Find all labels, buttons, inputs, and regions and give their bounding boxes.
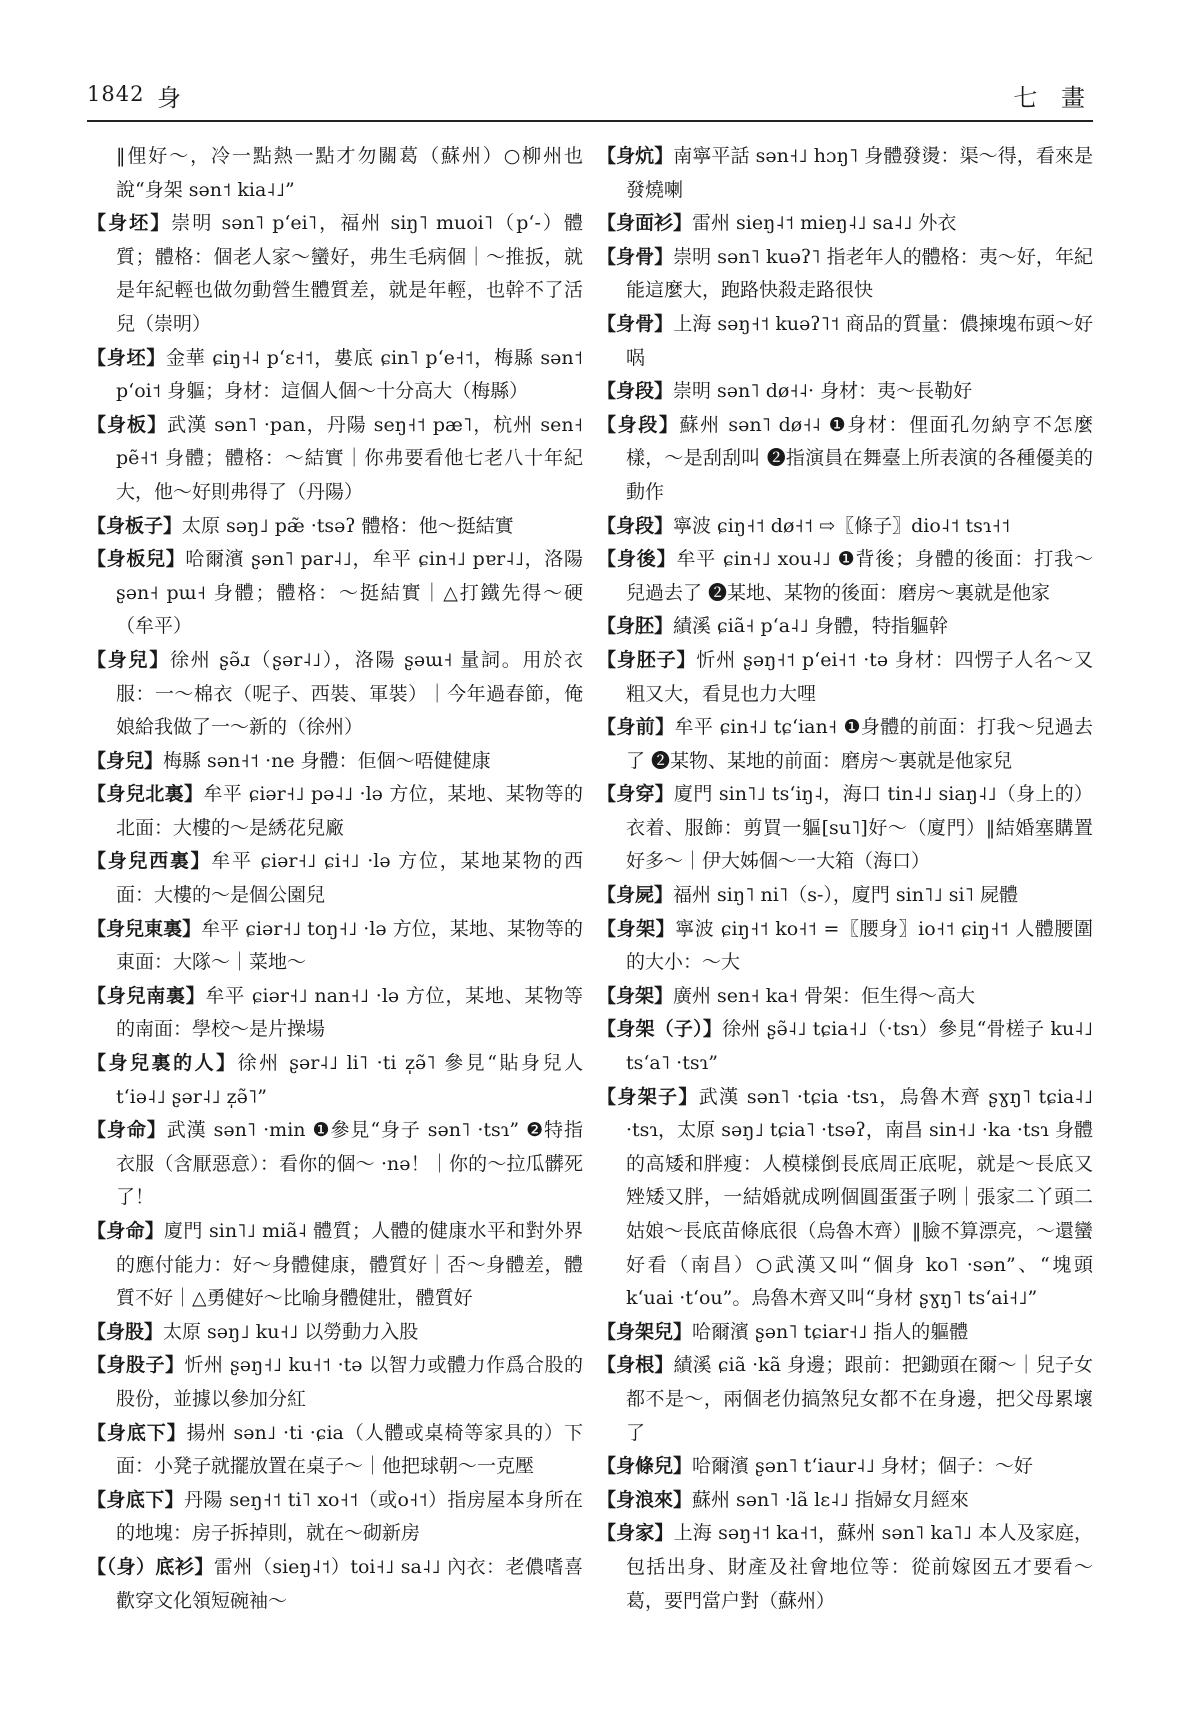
dictionary-entry [87,1484,583,1551]
entry-definition: 武漢 sən˥ ·tɕia ·tsɿ，烏魯木齊 ʂɣŋ˥ tɕia˨˩ ·tsɿ，太原 səŋ˩ tɕia˥ ·tsəʔ，南昌 sin˧˩ ·ka ·tsɿ 身體的高矮和胖瘦：人模樣倒長底周正底呢，就是～長底又矬矮又胖，一結婚就成咧個圓蛋蛋子咧｜張家二丫頭二姑娘～長底苗條底很（烏魯木齊）‖臉不算漂亮，～還蠻好看（南昌）○武漢又叫“個身 ko˥ ·sən”、“塊頭 kʻuai ·tʻou”。烏魯木齊又叫“身材 ʂɣŋ˥ tsʻai˧˩” [626,1085,1093,1310]
entry-headword: 【身兒北裏】 [87,783,204,806]
entry-definition: 武漢 sən˥ ·pan，丹陽 seŋ˧˦ pæ˥，杭州 sen˧ pẽ˧˦ 身體；體格：～結實｜你弗要看他七老八十年紀大，他～好則弗得了（丹陽） [116,413,583,503]
entry-headword: 【身段】 [597,380,674,403]
entry-definition: 蘇州 sən˥ ·lã lɛ˨˩ 指婦女月經來 [692,1488,969,1511]
entry-headword: 【身穿】 [597,783,675,806]
entry-headword: 【（身）底衫】 [87,1555,214,1578]
entry-definition: 忻州 ʂəŋ˧˩ ku˧˦ ·tə 以智力或體力作爲合股的股份，並據以參加分紅 [116,1354,583,1410]
entry-definition: 寧波 ɕiŋ˧˦ ko˧˦ =〖腰身〗io˧˦ ɕiŋ˧˦ 人體腰圍的大小：～大 [626,917,1093,974]
entry-headword: 【身胚子】 [597,648,697,671]
entry-headword: 【身後】 [597,548,677,571]
dictionary-entry [597,409,1093,510]
entry-definition: 南寧平話 sən˧˩ hɔŋ˥ 身體發燙：渠～得，看來是發燒喇 [626,145,1093,201]
entry-headword: 【身兒西裏】 [87,850,212,873]
entry-definition: 廈門 sin˥˩ miã˨ 體質；人體的健康水平和對外界的應付能力：好～身體健康，體質好｜否～身體差，體質不好｜△勇健好～比喻身體健壯，體質好 [116,1220,583,1310]
entry-headword: 【身面衫】 [597,212,693,235]
dictionary-entry [597,879,1093,913]
dictionary-entry [597,308,1093,375]
entry-definition: 丹陽 seŋ˧˦ ti˥ xo˧˦（或o˧˦）指房屋本身所在的地塊：房子拆掉則，就在～砌新房 [116,1488,583,1545]
entry-definition: 寧波 ɕiŋ˧˦ dø˧˦ ⇨〖條子〗dio˨˦ tsɿ˧˦ [673,514,1011,537]
entry-headword: 【身架兒】 [597,1320,693,1343]
dictionary-entry [87,342,583,409]
entry-definition: 雷州（sieŋ˨˦）toi˧˩ sa˨˩ 內衣：老儂嗜喜歡穿文化領短碗袖～ [116,1555,583,1612]
entry-definition: 上海 səŋ˧˦ kuəʔ˥˦ 商品的質量：儂揀塊布頭～好㖞 [626,312,1093,369]
dictionary-entry [87,543,583,644]
page-header [87,78,1093,118]
dictionary-entry [87,1215,583,1316]
entry-headword: 【身架（子）】 [597,1018,723,1041]
entry-definition: 太原 səŋ˩ pæ̃ ·tsəʔ 體格：他～挺結實 [182,514,514,537]
dictionary-entry [87,778,583,845]
dictionary-entry [597,1013,1093,1080]
dictionary-entry [597,1484,1093,1518]
dictionary-entry [87,409,583,510]
dictionary-entry [87,845,583,912]
stroke-section-label: 七 畫 [1013,84,1093,112]
entry-definition: 金華 ɕiŋ˧˨ pʻɛ˧˦，婁底 ɕin˥ pʻe˧˦，梅縣 sən˦ pʻoi˦ 身軀；身材：這個人個～十分高大（梅縣） [116,346,583,403]
dictionary-entry [597,1316,1093,1350]
entry-definition: 上海 səŋ˧˦ ka˧˦，蘇州 sən˥ ka˥˩ 本人及家庭，包括出身、財產及社會地位等：從前嫁囡五才要看～葛，要門當户對（蘇州） [626,1522,1093,1612]
entry-definition: 雷州 sieŋ˨˦ mieŋ˨˩ sa˨˩ 外衣 [692,212,957,235]
dictionary-entry [87,980,583,1047]
dictionary-entry [87,1047,583,1114]
dictionary-entry [597,543,1093,610]
entry-headword: 【身兒】 [87,749,164,772]
dictionary-entry [597,207,1093,241]
entry-headword: 【身板子】 [87,514,183,537]
entry-headword: 【身底下】 [87,1421,187,1444]
entry-definition: 牟平 ɕin˧˩ tɕʻian˧ ❶身體的前面：打我～兒過去了 ❷某物、某地的前面：磨房～裏就是他家兒 [626,716,1093,772]
entry-headword: 【身前】 [597,716,675,739]
dictionary-entry [597,140,1093,207]
entry-definition: 牟平 ɕiər˧˩ toŋ˧˩ ·lə 方位，某地、某物等的東面：大隊～｜菜地～ [116,917,583,974]
entry-headword: 【身兒裏的人】 [87,1052,238,1075]
dictionary-entry [87,510,583,544]
entry-headword: 【身兒東裏】 [87,917,202,940]
dictionary-entry [87,1114,583,1215]
dictionary-entry [597,241,1093,308]
entry-definition: 忻州 ʂəŋ˧˦ pʻei˧˦ ·tə 身材：四愣子人名～又粗又大，看見也力大哩 [626,648,1093,705]
dictionary-entry [87,644,583,745]
entry-definition: 崇明 sən˥ kuəʔ˥ 指老年人的體格：夷～好，年紀能這麼大，跑路快殺走路很快 [626,245,1093,302]
entry-definition: 太原 səŋ˩ ku˧˩ 以勞動力入股 [163,1320,419,1343]
dictionary-entry [597,1081,1093,1316]
dictionary-entry [597,711,1093,778]
dictionary-entry [597,644,1093,711]
dictionary-entry [597,778,1093,879]
entry-headword: 【身炕】 [597,145,674,167]
entry-definition: 武漢 sən˥ ·min ❶參見“身子 sən˥ ·tsɿ” ❷特指衣服（含厭惡意）：看你的個～ ·nə！｜你的～拉瓜髒死了！ [116,1119,583,1209]
entry-definition: 徐州 ʂə̃ɹ（ʂər˨˩），洛陽 ʂəɯ˧ 量詞。用於衣服：一～棉衣（呢子、西裝、軍裝）｜今年過春節，俺娘給我做了一～新的（徐州） [116,648,583,739]
dictionary-entry [597,375,1093,409]
dictionary-entry [87,140,583,207]
entry-definition: 哈爾濱 ʂən˥ par˨˩，牟平 ɕin˧˩ pɐr˨˩，洛陽 ʂən˧ pɯ˧ 身體；體格：～挺結實｜△打鐵先得～硬（牟平） [116,548,583,638]
entry-headword: 【身架】 [597,917,676,940]
entry-definition: 哈爾濱 ʂən˥ tɕiar˧˩ 指人的軀體 [692,1320,969,1343]
entry-headword: 【身命】 [87,1119,167,1142]
entry-definition: 梅縣 sən˧˦ ·ne 身體：佢個～唔健健康 [163,749,491,772]
entry-headword: 【身架子】 [597,1085,699,1108]
entry-headword: 【身股】 [87,1320,164,1343]
dictionary-entry [597,1450,1093,1484]
entry-headword: 【身股子】 [87,1354,185,1377]
dictionary-entry [87,913,583,980]
entry-headword: 【身胚】 [597,615,674,638]
entry-definition: 牟平 ɕiər˧˩ nan˧˩ ·lə 方位，某地、某物等的南面：學校～是片操場 [116,984,583,1041]
entry-headword: 【身兒南裏】 [87,984,206,1007]
dictionary-entry [87,1316,583,1350]
entry-headword: 【身骨】 [597,312,674,335]
entry-headword: 【身骨】 [597,245,674,268]
entry-definition: ‖俚好～，冷一點熱一點才勿關葛（蘇州）○柳州也說“身架 sən˦ kia˨˩” [116,145,583,201]
dictionary-entry [597,610,1093,644]
left-column [87,140,583,1618]
entry-definition: 福州 siŋ˥ ni˥（s-），廈門 sin˥˩ si˥ 屍體 [673,884,1019,907]
entry-headword: 【身底下】 [87,1488,185,1511]
entry-definition: 哈爾濱 ʂən˥ tʻiaur˨˩ 身材；個子：～好 [692,1455,1033,1478]
entry-definition: 績溪 ɕiã ·kã 身邊；跟前：把鋤頭在爾～｜兒子女都不是～，兩個老仂搞煞兒女都不在身邊，把父母累壞了 [626,1354,1093,1444]
entry-headword: 【身兒】 [87,648,170,671]
entry-headword: 【身架】 [597,984,674,1007]
entry-headword: 【身板】 [87,413,168,436]
entry-definition: 牟平 ɕin˧˩ xou˨˩ ❶背後；身體的後面：打我～兒過去了 ❷某地、某物的後面：磨房～裏就是他家 [626,548,1093,604]
entry-definition: 徐州 ʂə̃˨˩ tɕia˧˩（·tsɿ）參見“骨槎子 ku˨˩ tsʻa˥ ·tsɿ” [626,1018,1093,1075]
entry-definition: 廣州 sen˧ ka˧ 骨架：佢生得～高大 [673,984,975,1007]
entry-headword: 【身家】 [597,1522,674,1545]
entry-headword: 【身屍】 [597,884,674,907]
entry-definition: 廈門 sin˥˩ tsʻiŋ˨，海口 tin˨˩ siaŋ˨˩（身上的）衣着、服飾：剪買一軀[su˥]好～（廈門）‖結婚塞購置好多～｜伊大姊個～一大箱（海口） [626,783,1093,873]
entry-headword: 【身命】 [87,1220,165,1242]
entry-definition: 揚州 sən˩ ·ti ·ɕia（人體或桌椅等家具的）下面：小凳子就擺放置在桌子～｜他把球朝～一克壓 [116,1421,583,1478]
running-head-character: 身 [157,84,181,112]
entry-definition: 崇明 sən˥ pʻei˥，福州 siŋ˥ muoi˥（pʻ-）體質；體格：個老人家～蠻好，弗生毛病個｜～推扳，就是年紀輕也做勿動營生體質差，就是年輕，也幹不了活兒（崇明） [116,212,583,335]
dictionary-entry [597,913,1093,980]
dictionary-entry [87,1551,583,1618]
page-number: 1842 [87,82,145,106]
dictionary-entry [597,510,1093,544]
entry-headword: 【身段】 [597,413,680,436]
dictionary-entry [597,1349,1093,1450]
entry-headword: 【身段】 [597,514,674,537]
entry-definition: 徐州 ʂər˨˩ li˥ ·ti z̩ə̃˥ 參見“貼身兒人 tʻiə˨˩ ʂər˨˩ z̩ə̃˥” [116,1052,583,1108]
entry-headword: 【身坯】 [87,346,166,369]
header-rule [87,120,1093,122]
dictionary-entry [87,745,583,779]
right-column [597,140,1093,1618]
entry-definition: 蘇州 sən˥ dø˧˨ ❶身材：俚面孔勿納亨不怎麼樣，～是刮刮叫 ❷指演員在舞臺上所表演的各種優美的動作 [626,413,1093,503]
dictionary-entry [597,1517,1093,1618]
dictionary-entry [87,1417,583,1484]
entry-definition: 牟平 ɕiər˧˩ pə˨˩ ·lə 方位，某地、某物等的北面：大樓的～是綉花兒廠 [116,783,583,839]
entry-headword: 【身浪來】 [597,1488,693,1511]
entry-headword: 【身根】 [597,1354,674,1377]
entry-definition: 績溪 ɕiã˧ pʻa˨˩ 身體，特指軀幹 [673,615,948,638]
dictionary-entry [597,980,1093,1014]
dictionary-entry [87,1349,583,1416]
entry-headword: 【身坯】 [87,212,172,235]
entry-definition: 牟平 ɕiər˧˩ ɕi˧˩ ·lə 方位，某地某物的西面：大樓的～是個公園兒 [116,850,583,907]
dictionary-entry [87,207,583,341]
entry-definition: 崇明 sən˥ dø˧˨· 身材：夷～長勒好 [673,380,973,403]
entry-headword: 【身板兒】 [87,548,186,571]
entry-headword: 【身條兒】 [597,1455,693,1478]
